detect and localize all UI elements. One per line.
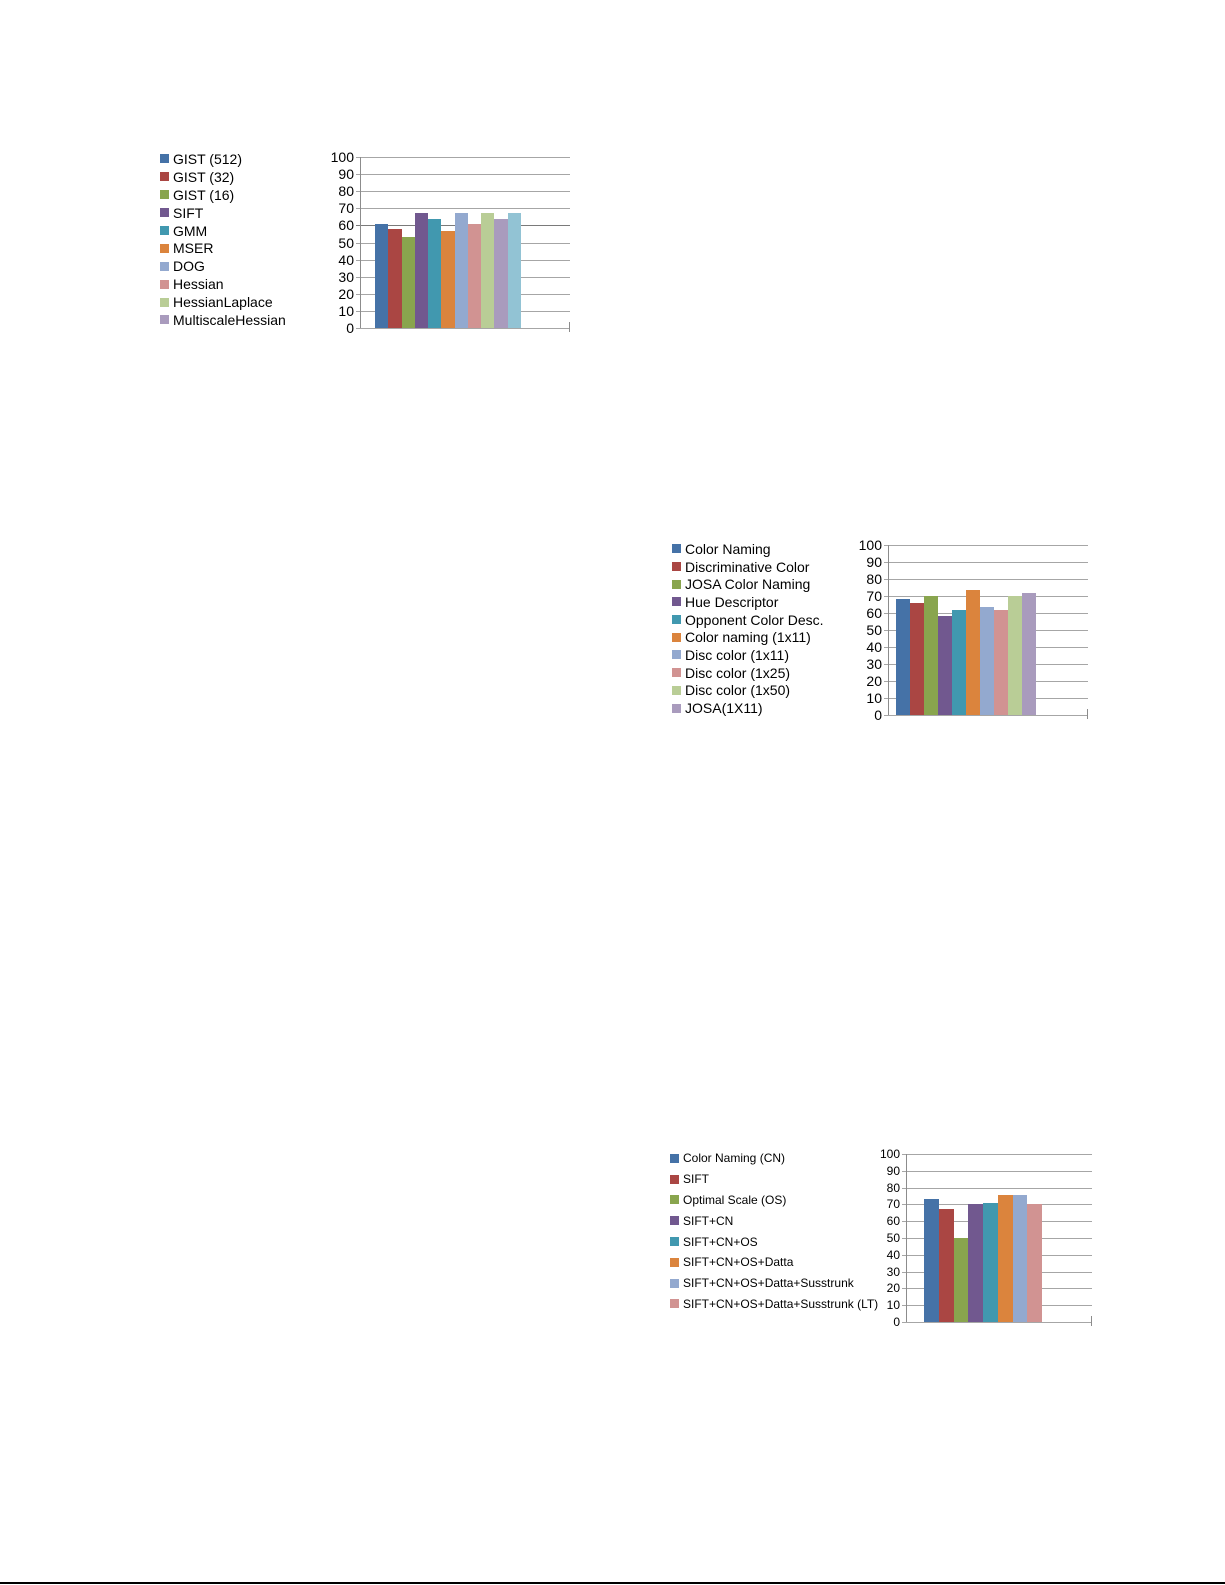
legend-entry (672, 540, 824, 558)
legend-label: GMM (173, 222, 208, 239)
y-tick-label: 10 (338, 302, 354, 319)
y-tick-label: 50 (866, 622, 882, 638)
legend-swatch (670, 1299, 679, 1308)
bar (968, 1204, 983, 1322)
legend-swatch (670, 1195, 679, 1204)
legend-swatch (670, 1258, 679, 1267)
legend-swatch (160, 298, 169, 307)
bar (415, 213, 428, 328)
plot-area (848, 537, 1088, 723)
legend-label: SIFT+CN+OS+Datta+Susstrunk (683, 1276, 854, 1291)
legend-swatch (672, 704, 681, 713)
y-tick-label: 60 (866, 605, 882, 621)
y-tick-label: 60 (886, 1214, 900, 1229)
legend-entry (672, 628, 824, 646)
y-axis-line (906, 1154, 907, 1322)
legend-label: MSER (173, 240, 214, 257)
bar (428, 219, 441, 328)
y-tick-label: 10 (866, 690, 882, 706)
legend-label: SIFT+CN+OS+Datta+Susstrunk (LT) (683, 1296, 879, 1311)
bar (455, 213, 468, 328)
x-axis-end-tick (1087, 709, 1088, 719)
bar (952, 610, 966, 715)
bar (481, 213, 494, 328)
gridline (356, 328, 570, 329)
legend-entry (160, 275, 286, 293)
bar (388, 229, 401, 328)
bar (924, 596, 938, 715)
bar (910, 603, 924, 715)
y-tick-label: 80 (338, 183, 354, 200)
chart-legend (672, 540, 824, 717)
legend-entry (160, 168, 286, 186)
y-tick-label: 0 (346, 320, 354, 336)
y-tick-label: 40 (338, 251, 354, 268)
legend-label: GIST (32) (173, 168, 235, 185)
legend-entry (672, 646, 824, 664)
bar (1008, 596, 1022, 715)
bar (1013, 1195, 1028, 1322)
y-tick-label: 80 (886, 1180, 900, 1195)
legend-label: Discriminative Color (685, 558, 810, 575)
legend-entry (160, 222, 286, 240)
legend-entry (160, 186, 286, 204)
y-axis-line (888, 545, 889, 715)
gridline (884, 715, 1088, 716)
legend-entry (160, 204, 286, 222)
legend-label: JOSA Color Naming (685, 576, 811, 593)
bar (494, 219, 507, 328)
legend-label: Disc color (1x11) (685, 646, 789, 663)
legend-entry (670, 1210, 878, 1231)
bar (896, 599, 910, 715)
y-tick-label: 90 (866, 554, 882, 570)
bar (966, 590, 980, 715)
y-tick-label: 40 (886, 1247, 900, 1262)
bar-group (896, 545, 1036, 715)
plot-area (872, 1147, 1092, 1329)
legend-label: SIFT+CN+OS+Datta (683, 1255, 794, 1270)
bar (375, 224, 388, 328)
y-axis-line (360, 157, 361, 328)
legend-label: Optimal Scale (OS) (683, 1192, 787, 1207)
y-tick-label: 20 (886, 1281, 900, 1296)
y-tick-label: 0 (874, 707, 882, 723)
legend-swatch (670, 1237, 679, 1246)
legend-label: SIFT+CN (683, 1213, 734, 1228)
y-tick-label: 30 (866, 656, 882, 672)
legend-swatch (670, 1216, 679, 1225)
y-tick-label: 20 (338, 285, 354, 302)
bar-group (375, 157, 521, 328)
bar (983, 1203, 998, 1322)
legend-swatch (672, 650, 681, 659)
y-tick-label: 10 (886, 1298, 900, 1313)
bar (954, 1238, 969, 1322)
plot-area (320, 149, 570, 336)
legend-label: Color Naming (685, 540, 771, 557)
legend-swatch (670, 1279, 679, 1288)
chart-legend (670, 1148, 878, 1314)
legend-label: MultiscaleHessian (173, 311, 286, 328)
legend-label: Hue Descriptor (685, 593, 779, 610)
legend-swatch (160, 172, 169, 181)
legend-label: GIST (512) (173, 150, 242, 167)
legend-label: SIFT (173, 204, 204, 221)
y-tick-label: 60 (338, 217, 354, 234)
legend-entry (672, 664, 824, 682)
legend-swatch (160, 190, 169, 199)
legend-swatch (670, 1175, 679, 1184)
legend-swatch (672, 580, 681, 589)
legend-entry (672, 699, 824, 717)
y-tick-label: 70 (886, 1197, 900, 1212)
bar (938, 616, 952, 715)
legend-label: DOG (173, 258, 205, 275)
y-tick-label: 100 (858, 537, 882, 553)
bar (441, 231, 454, 328)
legend-entry (672, 611, 824, 629)
legend-entry (672, 593, 824, 611)
x-axis-end-tick (1091, 1316, 1092, 1326)
legend-label: SIFT+CN+OS (683, 1234, 758, 1249)
chart-legend (160, 150, 286, 329)
y-tick-label: 0 (893, 1315, 900, 1329)
legend-label: GIST (16) (173, 186, 235, 203)
legend-swatch (672, 633, 681, 642)
legend-entry (670, 1148, 878, 1169)
legend-entry (160, 239, 286, 257)
legend-entry (670, 1190, 878, 1211)
bar (508, 213, 521, 328)
legend-swatch (672, 562, 681, 571)
legend-swatch (160, 226, 169, 235)
y-tick-label: 80 (866, 571, 882, 587)
legend-swatch (672, 597, 681, 606)
y-tick-label: 50 (338, 234, 354, 251)
legend-swatch (672, 668, 681, 677)
bar (939, 1209, 954, 1322)
page-bottom-rule (0, 1582, 1225, 1584)
y-tick-label: 40 (866, 639, 882, 655)
legend-swatch (160, 280, 169, 289)
legend-label: Color Naming (CN) (683, 1151, 786, 1166)
legend-entry (670, 1294, 878, 1315)
legend-entry (670, 1273, 878, 1294)
legend-entry (672, 558, 824, 576)
legend-swatch (160, 315, 169, 324)
y-tick-label: 70 (338, 200, 354, 217)
legend-swatch (672, 544, 681, 553)
legend-entry (160, 150, 286, 168)
bar (468, 224, 481, 328)
y-tick-label: 90 (886, 1163, 900, 1178)
legend-label: Color naming (1x11) (685, 629, 811, 646)
bar-group (924, 1154, 1042, 1322)
y-tick-label: 20 (866, 673, 882, 689)
y-tick-label: 30 (338, 268, 354, 285)
legend-label: HessianLaplace (173, 294, 273, 311)
y-tick-label: 100 (879, 1147, 900, 1161)
legend-label: Disc color (1x50) (685, 682, 791, 699)
legend-entry (670, 1169, 878, 1190)
legend-swatch (670, 1154, 679, 1163)
bar (980, 607, 994, 715)
legend-swatch (160, 244, 169, 253)
y-tick-label: 30 (886, 1264, 900, 1279)
legend-entry (670, 1252, 878, 1273)
legend-entry (672, 575, 824, 593)
legend-label: Disc color (1x25) (685, 664, 791, 681)
legend-label: SIFT (683, 1172, 709, 1187)
gridline (902, 1322, 1092, 1323)
y-tick-label: 100 (330, 149, 354, 165)
bar (998, 1195, 1013, 1322)
legend-swatch (672, 686, 681, 695)
legend-swatch (672, 615, 681, 624)
legend-entry (160, 257, 286, 275)
y-tick-label: 50 (886, 1231, 900, 1245)
legend-label: Hessian (173, 276, 224, 293)
bar (994, 610, 1008, 715)
bar (402, 237, 415, 328)
y-tick-label: 90 (338, 166, 354, 183)
bar (1027, 1204, 1042, 1322)
legend-swatch (160, 262, 169, 271)
legend-entry (672, 682, 824, 700)
bar (1022, 593, 1036, 715)
bar (924, 1199, 939, 1322)
legend-entry (160, 311, 286, 329)
y-tick-label: 70 (866, 588, 882, 604)
legend-label: Opponent Color Desc. (685, 611, 824, 628)
x-axis-end-tick (569, 322, 570, 332)
legend-label: JOSA(1X11) (685, 700, 763, 717)
legend-entry (160, 293, 286, 311)
legend-swatch (160, 154, 169, 163)
legend-swatch (160, 208, 169, 217)
legend-entry (670, 1231, 878, 1252)
